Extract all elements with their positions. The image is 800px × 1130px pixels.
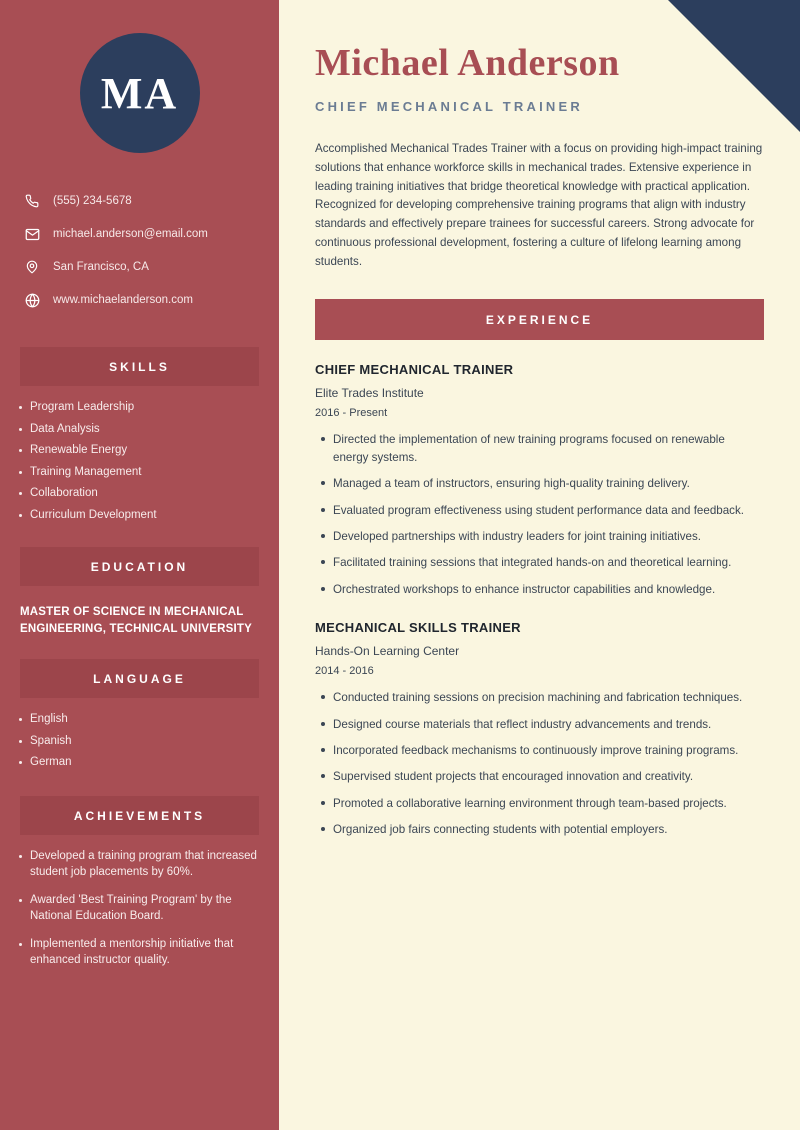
list-item: Organized job fairs connecting students with potential employers. (333, 821, 764, 838)
sidebar (0, 0, 279, 1130)
contact-website-text: www.michaelanderson.com (53, 294, 193, 306)
spacer (0, 637, 279, 659)
phone-icon (22, 193, 42, 209)
list-item: Program Leadership (30, 400, 257, 416)
contact-email[interactable] (22, 226, 279, 242)
spacer (0, 529, 279, 547)
main-content (279, 0, 800, 1130)
list-item: Conducted training sessions on precision machining and fabrication techniques. (333, 689, 764, 706)
list-item: Spanish (30, 734, 257, 750)
professional-summary: Accomplished Mechanical Trades Trainer with a focus on providing high-impact training solutions that enhance workforce skills in mechanical trades. Extensive experience in leading training initiatives that bridge theoretical knowledge with practical application. Recognized for developing comprehensive training programs that align with industry standards and effectively prepare trainees for successful careers. Strong advocate for continuous professional development, fostering a culture of lifelong learning among students. (315, 142, 763, 268)
list-item: Evaluated program effectiveness using student performance data and feedback. (333, 502, 764, 519)
list-item: Facilitated training sessions that integrated hands-on and theoretical learning. (333, 554, 764, 571)
language-heading: LANGUAGE (20, 659, 259, 698)
avatar: MA (80, 33, 200, 153)
contact-location[interactable] (22, 259, 279, 275)
achievements-heading: ACHIEVEMENTS (20, 796, 259, 835)
list-item: Promoted a collaborative learning environment through team-based projects. (333, 795, 764, 812)
list-item: German (30, 755, 257, 771)
education-heading: EDUCATION (20, 547, 259, 586)
achievements-list (0, 849, 279, 968)
list-item: Directed the implementation of new training programs focused on renewable energy systems. (333, 431, 764, 466)
contact-phone-text: (555) 234-5678 (53, 195, 132, 207)
list-item: Training Management (30, 465, 257, 481)
experience-entry-2 (315, 620, 764, 838)
list-item: Incorporated feedback mechanisms to continuously improve training programs. (333, 742, 764, 759)
list-item: Orchestrated workshops to enhance instructor capabilities and knowledge. (333, 581, 764, 598)
list-item: Collaboration (30, 486, 257, 502)
avatar-container (0, 0, 279, 153)
spacer (0, 325, 279, 347)
education-degree: MASTER OF SCIENCE IN MECHANICAL ENGINEERING, TECHNICAL UNIVERSITY (20, 606, 252, 635)
navy-corner-decoration (668, 0, 800, 132)
experience-heading: EXPERIENCE (315, 299, 764, 340)
list-item: Renewable Energy (30, 443, 257, 459)
envelope-icon (22, 226, 42, 242)
job-dates: 2016 - Present (315, 407, 388, 420)
location-pin-icon (22, 259, 42, 275)
job-title: CHIEF MECHANICAL TRAINER (315, 362, 514, 378)
list-item: Supervised student projects that encouraged innovation and creativity. (333, 768, 764, 785)
experience-entry-1 (315, 362, 764, 598)
job-title: MECHANICAL SKILLS TRAINER (315, 620, 521, 636)
list-item: Managed a team of instructors, ensuring high-quality training delivery. (333, 475, 764, 492)
job-dates: 2014 - 2016 (315, 665, 374, 678)
list-item: English (30, 712, 257, 728)
job-company: Hands-On Learning Center (315, 644, 460, 659)
list-item: Developed a training program that increased student job placements by 60%. (30, 849, 257, 880)
list-item: Developed partnerships with industry leaders for joint training initiatives. (333, 528, 764, 545)
list-item: Awarded 'Best Training Program' by the National Education Board. (30, 893, 257, 924)
job-role-subtitle: CHIEF MECHANICAL TRAINER (315, 99, 583, 114)
spacer (0, 777, 279, 796)
list-item: Designed course materials that reflect industry advancements and trends. (333, 716, 764, 733)
globe-icon (22, 292, 42, 308)
job-responsibilities (315, 431, 764, 598)
page-title: Michael Anderson (315, 42, 620, 84)
contact-location-text: San Francisco, CA (53, 261, 149, 273)
contact-website[interactable] (22, 292, 279, 308)
contact-email-text: michael.anderson@email.com (53, 228, 208, 240)
list-item: Curriculum Development (30, 508, 257, 524)
list-item: Implemented a mentorship initiative that enhanced instructor quality. (30, 937, 257, 968)
contact-list (0, 193, 279, 308)
job-responsibilities (315, 689, 764, 838)
language-list (0, 712, 279, 771)
list-item: Data Analysis (30, 422, 257, 438)
contact-phone[interactable] (22, 193, 279, 209)
job-company: Elite Trades Institute (315, 386, 424, 401)
skills-heading: SKILLS (20, 347, 259, 386)
skills-list (0, 400, 279, 523)
